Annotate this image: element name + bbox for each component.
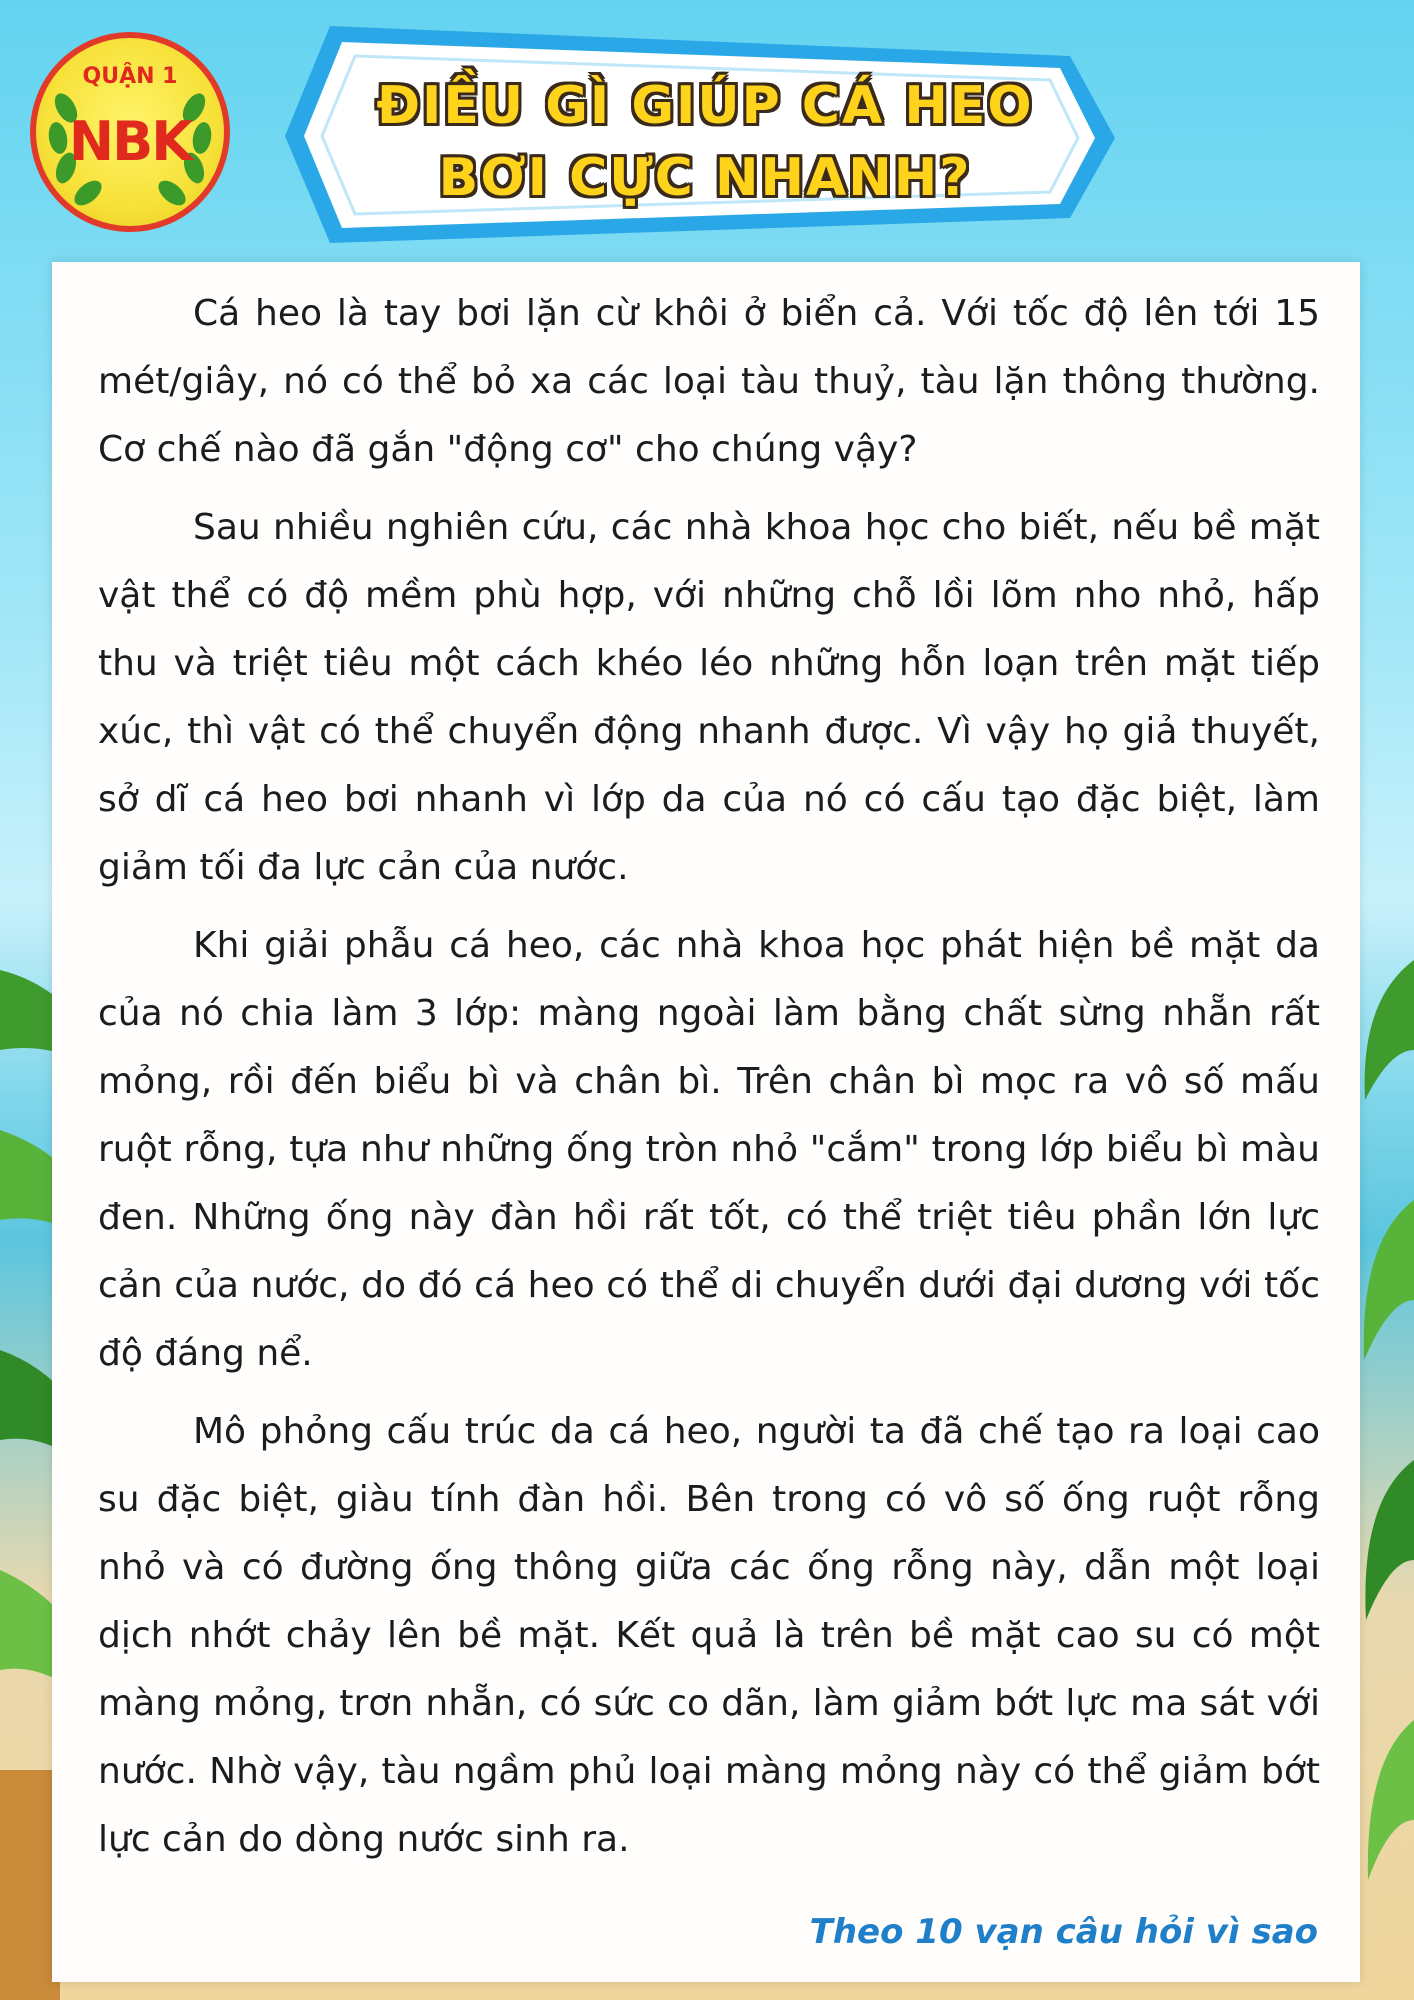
school-logo	[30, 32, 230, 232]
article-body	[98, 280, 1320, 1884]
paragraph-2: Sau nhiều nghiên cứu, các nhà khoa học cho biết, nếu bề mặt vật thể có độ mềm phù hợp, với những chỗ lồi lõm nho nhỏ, hấp thu và triệt tiêu một cách khéo léo những hỗn loạn trên mặt tiếp xúc, thì vật có thể chuyển động nhanh được. Vì vậy họ giả thuyết, sở dĩ cá heo bơi nhanh vì lớp da của nó có cấu tạo đặc biệt, làm giảm tối đa lực cản của nước.	[98, 507, 1320, 888]
page-title-line-1: ĐIỀU GÌ GIÚP CÁ HEO	[376, 76, 1034, 136]
paragraph-3: Khi giải phẫu cá heo, các nhà khoa học phát hiện bề mặt da của nó chia làm 3 lớp: màng ngoài làm bằng chất sừng nhẵn rất mỏng, rồi đến biểu bì và chân bì. Trên chân bì mọc ra vô số mấu ruột rỗng, tựa như những ống tròn nhỏ "cắm" trong lớp biểu bì màu đen. Những ống này đàn hồi rất tốt, có thể triệt tiêu phần lớn lực cản của nước, do đó cá heo có thể di chuyển dưới đại dương với tốc độ đáng nể.	[98, 925, 1320, 1374]
paragraph-4: Mô phỏng cấu trúc da cá heo, người ta đã chế tạo ra loại cao su đặc biệt, giàu tính đàn hồi. Bên trong có vô số ống ruột rỗng nhỏ và có đường ống thông giữa các ống rỗng này, dẫn một loại dịch nhớt chảy lên bề mặt. Kết quả là trên bề mặt cao su có một màng mỏng, trơn nhẵn, có sức co dãn, làm giảm bớt lực ma sát với nước. Nhờ vậy, tàu ngầm phủ loại màng mỏng này có thể giảm bớt lực cản do dòng nước sinh ra.	[98, 1411, 1320, 1860]
logo-main-text: NBK	[68, 110, 192, 173]
page-title	[300, 70, 1110, 214]
page-title-line-2: BƠI CỰC NHANH?	[438, 148, 972, 208]
paragraph-1: Cá heo là tay bơi lặn cừ khôi ở biển cả. Với tốc độ lên tới 15 mét/giây, nó có thể bỏ xa các loại tàu thuỷ, tàu lặn thông thường. Cơ chế nào đã gắn "động cơ" cho chúng vậy?	[98, 293, 1320, 470]
palm-leaves-right-decoration	[1360, 940, 1414, 2000]
source-citation: Theo 10 vạn câu hỏi vì sao	[809, 1912, 1318, 1952]
logo-district-text: QUẬN 1	[82, 64, 178, 89]
